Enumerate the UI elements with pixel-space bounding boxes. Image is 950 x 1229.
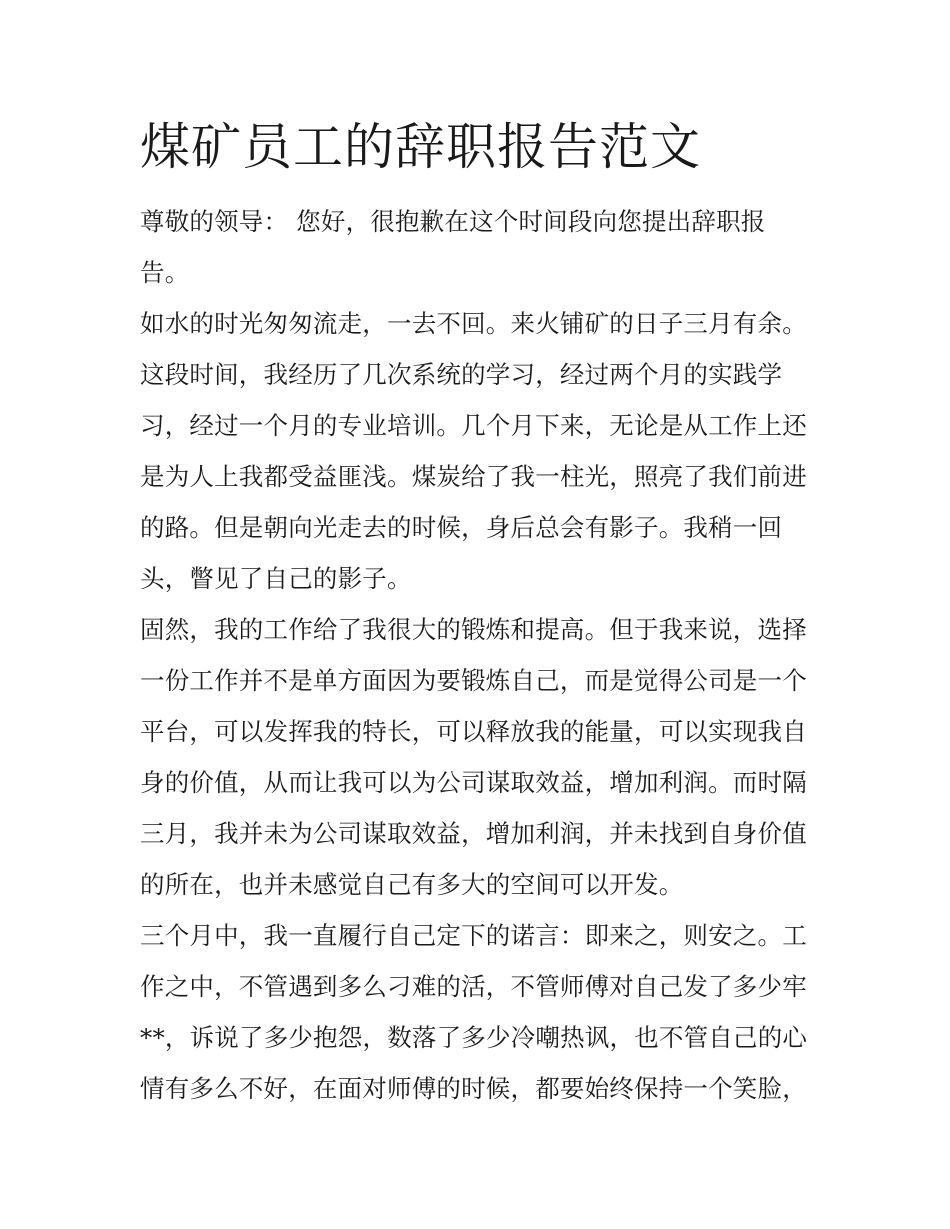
- body-line: 尊敬的领导： 您好，很抱歉在这个时间段向您提出辞职报: [140, 207, 766, 236]
- body-line: 如水的时光匆匆流走，一去不回。来火铺矿的日子三月有余。: [140, 309, 807, 338]
- body-line: 头，瞥见了自己的影子。: [140, 564, 412, 593]
- body-line: **，诉说了多少抱怨，数落了多少冷嘲热讽，也不管自己的心: [140, 1023, 808, 1052]
- body-line: 的路。但是朝向光走去的时候，身后总会有影子。我稍一回: [140, 513, 783, 542]
- body-line: 三月，我并未为公司谋取效益，增加利润，并未找到自身价值: [140, 819, 807, 848]
- body-line: 作之中，不管遇到多么刁难的活，不管师傅对自己发了多少牢: [140, 972, 807, 1001]
- body-line: 平台，可以发挥我的特长，可以释放我的能量，可以实现我自: [140, 717, 807, 746]
- body-line: 是为人上我都受益匪浅。煤炭给了我一柱光，照亮了我们前进: [140, 462, 807, 491]
- document-title: 煤矿员工的辞职报告范文: [140, 118, 701, 176]
- body-line: 这段时间，我经历了几次系统的学习，经过两个月的实践学: [140, 360, 783, 389]
- document-body: [140, 201, 820, 1119]
- body-line: 告。: [140, 258, 190, 287]
- body-line: 固然，我的工作给了我很大的锻炼和提高。但于我来说，选择: [140, 615, 807, 644]
- body-line: 的所在，也并未感觉自己有多大的空间可以开发。: [140, 870, 684, 899]
- body-line: 三个月中，我一直履行自己定下的诺言：即来之，则安之。工: [140, 921, 807, 950]
- body-line: 一份工作并不是单方面因为要锻炼自己，而是觉得公司是一个: [140, 666, 807, 695]
- body-line: 身的价值，从而让我可以为公司谋取效益，增加利润。而时隔: [140, 768, 807, 797]
- body-line: 情有多么不好，在面对师傅的时候，都要始终保持一个笑脸，: [140, 1074, 807, 1103]
- body-line: 习，经过一个月的专业培训。几个月下来，无论是从工作上还: [140, 411, 807, 440]
